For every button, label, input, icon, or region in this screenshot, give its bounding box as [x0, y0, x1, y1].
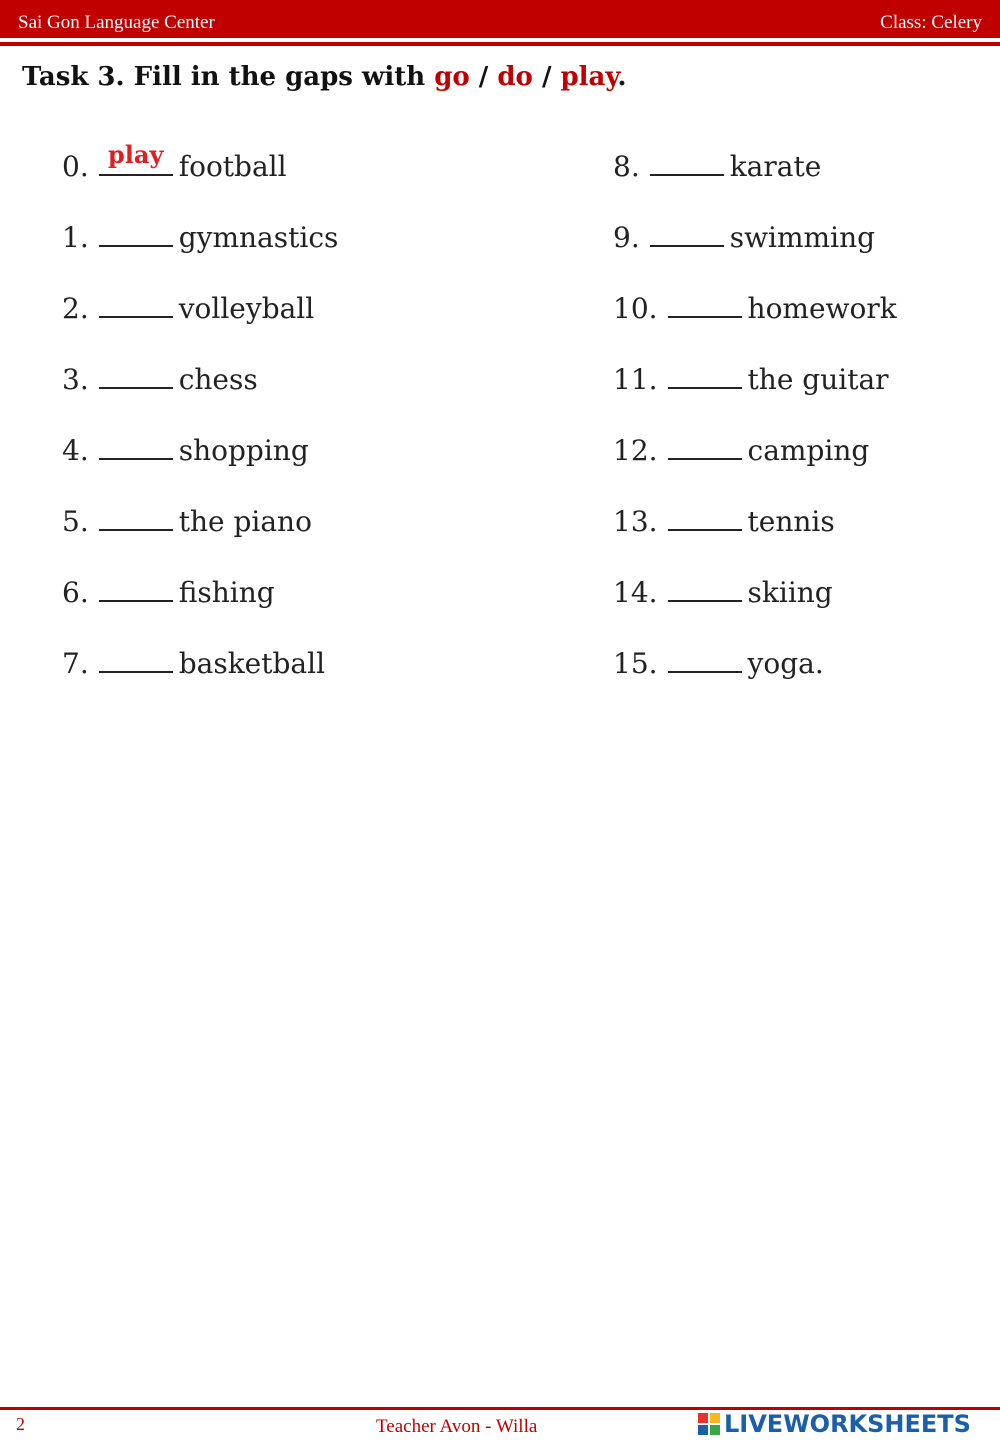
task-suffix: .	[617, 62, 627, 92]
item-number: 8.	[613, 150, 640, 183]
exercise-item	[613, 221, 897, 292]
answer-gap[interactable]	[99, 647, 173, 673]
exercise-item	[62, 363, 338, 434]
item-text: shopping	[178, 434, 309, 467]
answer-gap[interactable]	[650, 221, 724, 247]
exercise-item	[62, 434, 338, 505]
logo-blocks-icon	[698, 1413, 720, 1435]
item-text: camping	[747, 434, 870, 467]
center-name: Sai Gon Language Center	[18, 12, 215, 33]
item-text: fishing	[178, 576, 275, 609]
header-bar	[0, 0, 1000, 38]
item-text: tennis	[747, 505, 835, 538]
answer-gap[interactable]	[668, 434, 742, 460]
answer-gap[interactable]	[99, 140, 173, 176]
exercise-item	[613, 576, 897, 647]
exercise-column-right	[613, 150, 897, 718]
item-number: 12.	[613, 434, 658, 467]
exercise-item	[62, 647, 338, 718]
item-number: 5.	[62, 505, 89, 538]
answer-gap[interactable]	[99, 576, 173, 602]
exercise-item	[62, 140, 338, 221]
item-number: 15.	[613, 647, 658, 680]
item-text: gymnastics	[178, 221, 339, 254]
option-separator: /	[532, 62, 561, 92]
option-do: do	[497, 62, 533, 92]
item-number: 0.	[62, 150, 89, 183]
item-text: basketball	[178, 647, 326, 680]
page-number: 2	[16, 1414, 25, 1434]
exercise-item	[613, 363, 897, 434]
exercise-item	[613, 505, 897, 576]
exercise-item	[62, 576, 338, 647]
item-text: the piano	[178, 505, 312, 538]
option-separator: /	[469, 62, 498, 92]
task-prefix: Task 3. Fill in the gaps with	[22, 62, 435, 92]
answer-gap[interactable]	[668, 292, 742, 318]
exercise-item	[62, 292, 338, 363]
logo-text: LIVEWORKSHEETS	[724, 1410, 971, 1438]
item-number: 3.	[62, 363, 89, 396]
liveworksheets-logo[interactable]	[698, 1411, 971, 1437]
exercise-item	[613, 150, 897, 221]
item-number: 4.	[62, 434, 89, 467]
option-go: go	[434, 62, 470, 92]
item-number: 9.	[613, 221, 640, 254]
item-number: 14.	[613, 576, 658, 609]
item-text: yoga.	[747, 647, 824, 680]
item-number: 7.	[62, 647, 89, 680]
exercise-item	[613, 647, 897, 718]
answer-gap[interactable]	[668, 363, 742, 389]
item-text: football	[178, 150, 287, 183]
answer-gap[interactable]	[668, 647, 742, 673]
answer-gap[interactable]	[650, 150, 724, 176]
option-play: play	[560, 62, 618, 92]
answer-gap[interactable]	[99, 505, 173, 531]
item-number: 13.	[613, 505, 658, 538]
item-text: swimming	[729, 221, 876, 254]
item-text: skiing	[747, 576, 833, 609]
item-text: the guitar	[747, 363, 889, 396]
answer-gap[interactable]	[99, 292, 173, 318]
item-text: volleyball	[178, 292, 315, 325]
answer-gap[interactable]	[668, 505, 742, 531]
exercise-item	[613, 434, 897, 505]
exercise-column-left	[62, 140, 339, 718]
answer-gap[interactable]	[99, 434, 173, 460]
item-number: 2.	[62, 292, 89, 325]
exercise-item	[613, 292, 897, 363]
item-text: chess	[178, 363, 258, 396]
header-divider	[0, 42, 1000, 46]
item-number: 10.	[613, 292, 658, 325]
teacher-name: Teacher Avon - Willa	[376, 1416, 538, 1437]
item-number: 6.	[62, 576, 89, 609]
answer-text: play	[108, 140, 164, 169]
item-text: karate	[729, 150, 822, 183]
item-number: 1.	[62, 221, 89, 254]
item-text: homework	[747, 292, 897, 325]
exercise-item	[62, 221, 338, 292]
answer-gap[interactable]	[99, 363, 173, 389]
item-number: 11.	[613, 363, 658, 396]
answer-gap[interactable]	[99, 221, 173, 247]
answer-gap[interactable]	[668, 576, 742, 602]
task-title	[22, 62, 627, 92]
class-name: Class: Celery	[880, 12, 982, 33]
exercise-item	[62, 505, 338, 576]
